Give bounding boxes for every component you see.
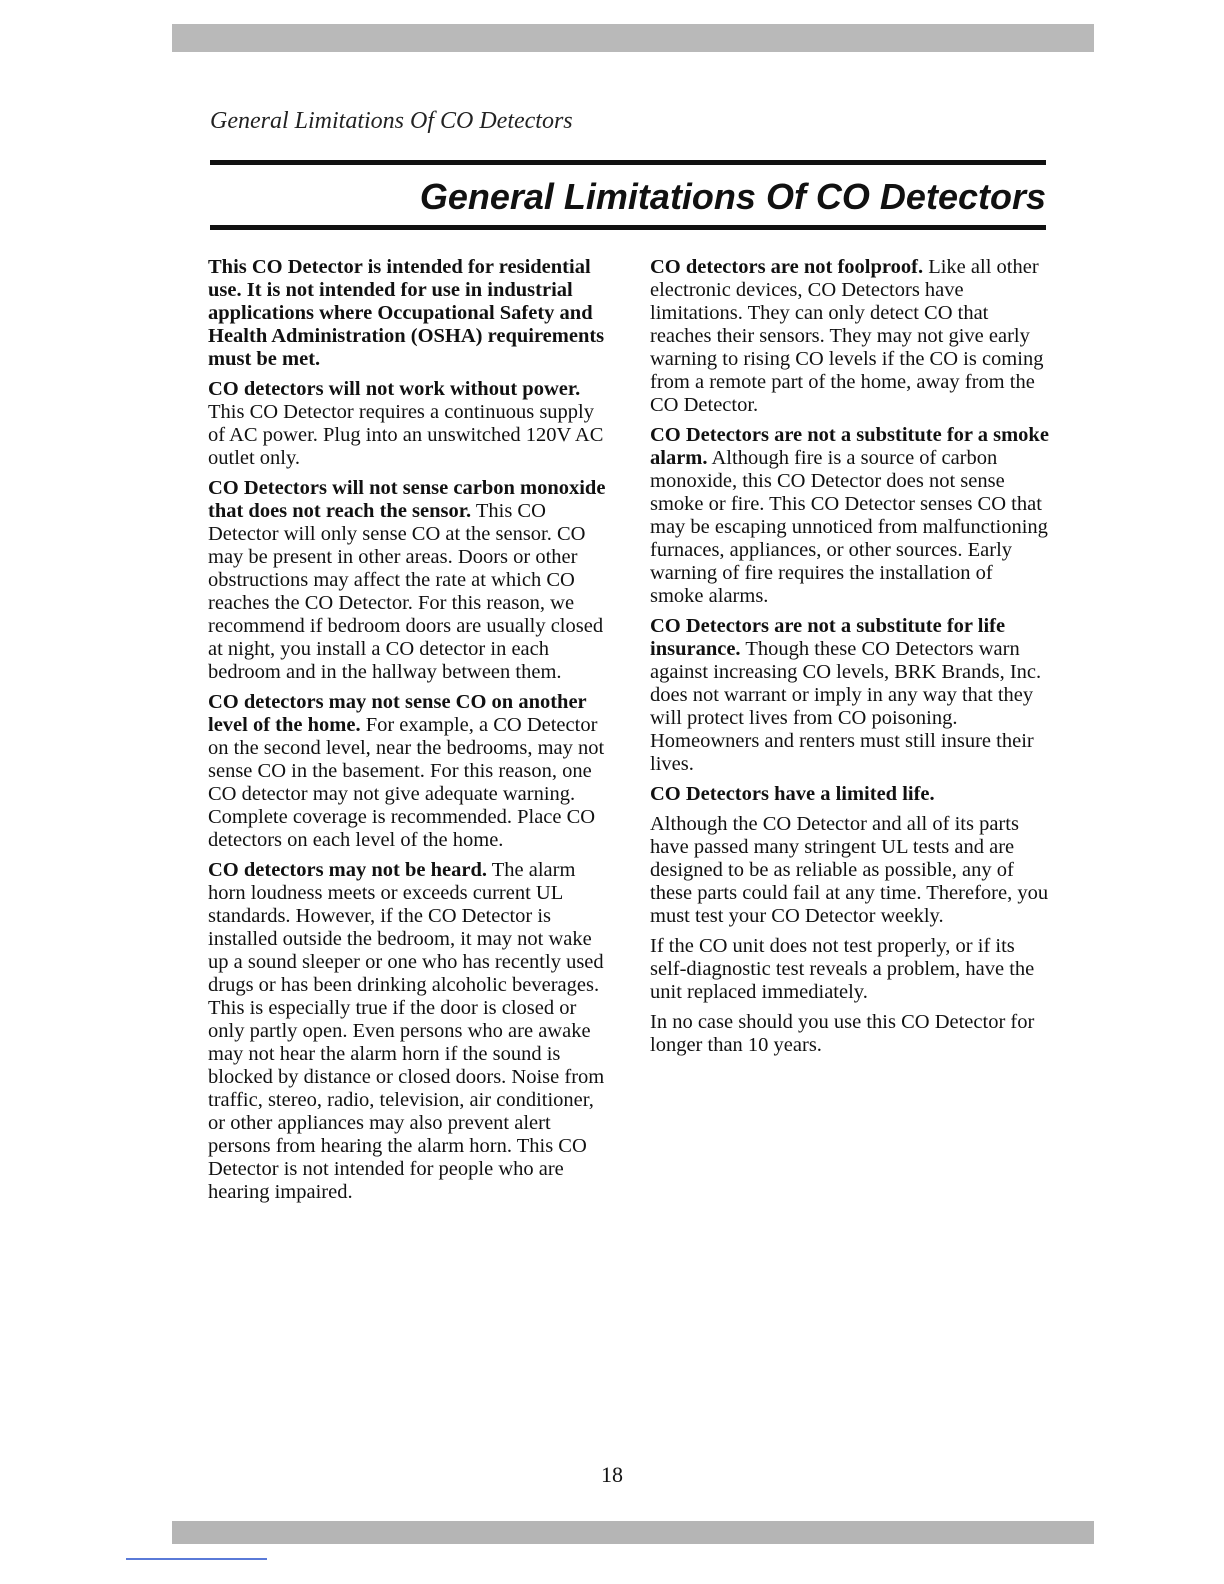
- paragraph-body: In no case should you use this CO Detector for longer than 10 years.: [650, 1011, 1035, 1056]
- paragraph-body: This CO Detector requires a continuous supply of AC power. Plug into an unswitched 120V AC outlet only.: [208, 401, 604, 469]
- paragraph: [650, 1011, 1050, 1057]
- paragraph-body: Though these CO Detectors warn against increasing CO levels, BRK Brands, Inc. does not warrant or imply in any way that they will protect lives from CO poisoning. Homeowners and renters must still insure their lives.: [650, 638, 1042, 775]
- paragraph: [650, 424, 1050, 608]
- paragraph-lead: This CO Detector is intended for residential use. It is not intended for use in industrial applications where Occupational Safety and Health Administration (OSHA) requirements must be met.: [208, 256, 605, 370]
- paragraph-body: Like all other electronic devices, CO Detectors have limitations. They can only detect CO that reaches their sensors. They may not give early warning to rising CO levels if the CO is coming from a remote part of the home, away from the CO Detector.: [650, 256, 1044, 416]
- section-title: General Limitations Of CO Detectors: [419, 176, 1046, 217]
- paragraph: [208, 378, 608, 470]
- title-rule-bottom: [210, 225, 1046, 230]
- paragraph-body: Although the CO Detector and all of its parts have passed many stringent UL tests and are designed to be as reliable as possible, any of these parts could fail at any time. Therefore, you must test your CO Detector weekly.: [650, 813, 1049, 927]
- paragraph: [650, 783, 1050, 806]
- bottom-decorative-bar: [172, 1521, 1094, 1544]
- paragraph: [650, 615, 1050, 776]
- paragraph: [650, 256, 1050, 417]
- paragraph-lead: CO Detectors are not a substitute for a smoke alarm.: [650, 424, 1049, 469]
- page-number: 18: [601, 1462, 623, 1487]
- paragraph-body: For example, a CO Detector on the second level, near the bedrooms, may not sense CO in the basement. For this reason, one CO detector may not give adequate warning. Complete coverage is recommended. Place CO detectors on each level of the home.: [208, 714, 605, 851]
- title-rule-top: [210, 160, 1046, 165]
- right-column: [650, 256, 1050, 1064]
- running-header: General Limitations Of CO Detectors: [210, 108, 573, 134]
- paragraph: [208, 477, 608, 684]
- paragraph-body: This CO Detector will only sense CO at the sensor. CO may be present in other areas. Doors or other obstructions may affect the rate at which CO reaches the CO Detector. For this reason, we recommend if bedroom doors are usually closed at night, you install a CO detector in each bedroom and in the hallway between them.: [208, 500, 604, 683]
- paragraph-lead: CO detectors are not foolproof.: [650, 256, 924, 278]
- paragraph: [650, 935, 1050, 1004]
- paragraph: [650, 813, 1050, 928]
- paragraph-lead: CO Detectors are not a substitute for life insurance.: [650, 615, 1006, 660]
- paragraph: [208, 691, 608, 852]
- paragraph-body: Although fire is a source of carbon monoxide, this CO Detector does not sense smoke or fire. This CO Detector senses CO that may be escaping unnoticed from malfunctioning furnaces, appliances, or other sources. Early warning of fire requires the installation of smoke alarms.: [650, 447, 1048, 607]
- paragraph-lead: CO Detectors have a limited life.: [650, 783, 935, 805]
- paragraph: [208, 859, 608, 1204]
- paragraph-lead: CO detectors may not be heard.: [208, 859, 487, 881]
- paragraph-body: The alarm horn loudness meets or exceeds current UL standards. However, if the CO Detector is installed outside the bedroom, it may not wake up a sound sleeper or one who has recently used drugs or has been drinking alcoholic beverages. This is especially true if the door is closed or only partly open. Even persons who are awake may not hear the alarm horn if the sound is blocked by distance or closed doors. Noise from traffic, stereo, radio, television, air conditioner, or other appliances may also prevent alert persons from hearing the alarm horn. This CO Detector is not intended for people who are hearing impaired.: [208, 859, 605, 1203]
- top-decorative-bar: [172, 24, 1094, 52]
- paragraph-lead: CO detectors may not sense CO on another level of the home.: [208, 691, 587, 736]
- paragraph-lead: CO detectors will not work without power.: [208, 378, 581, 400]
- paragraph: [208, 256, 608, 371]
- blue-underline-mark: [126, 1558, 267, 1560]
- paragraph-lead: CO Detectors will not sense carbon monoxide that does not reach the sensor.: [208, 477, 606, 522]
- left-column: [208, 256, 608, 1211]
- paragraph-body: If the CO unit does not test properly, or if its self-diagnostic test reveals a problem, have the unit replaced immediately.: [650, 935, 1035, 1003]
